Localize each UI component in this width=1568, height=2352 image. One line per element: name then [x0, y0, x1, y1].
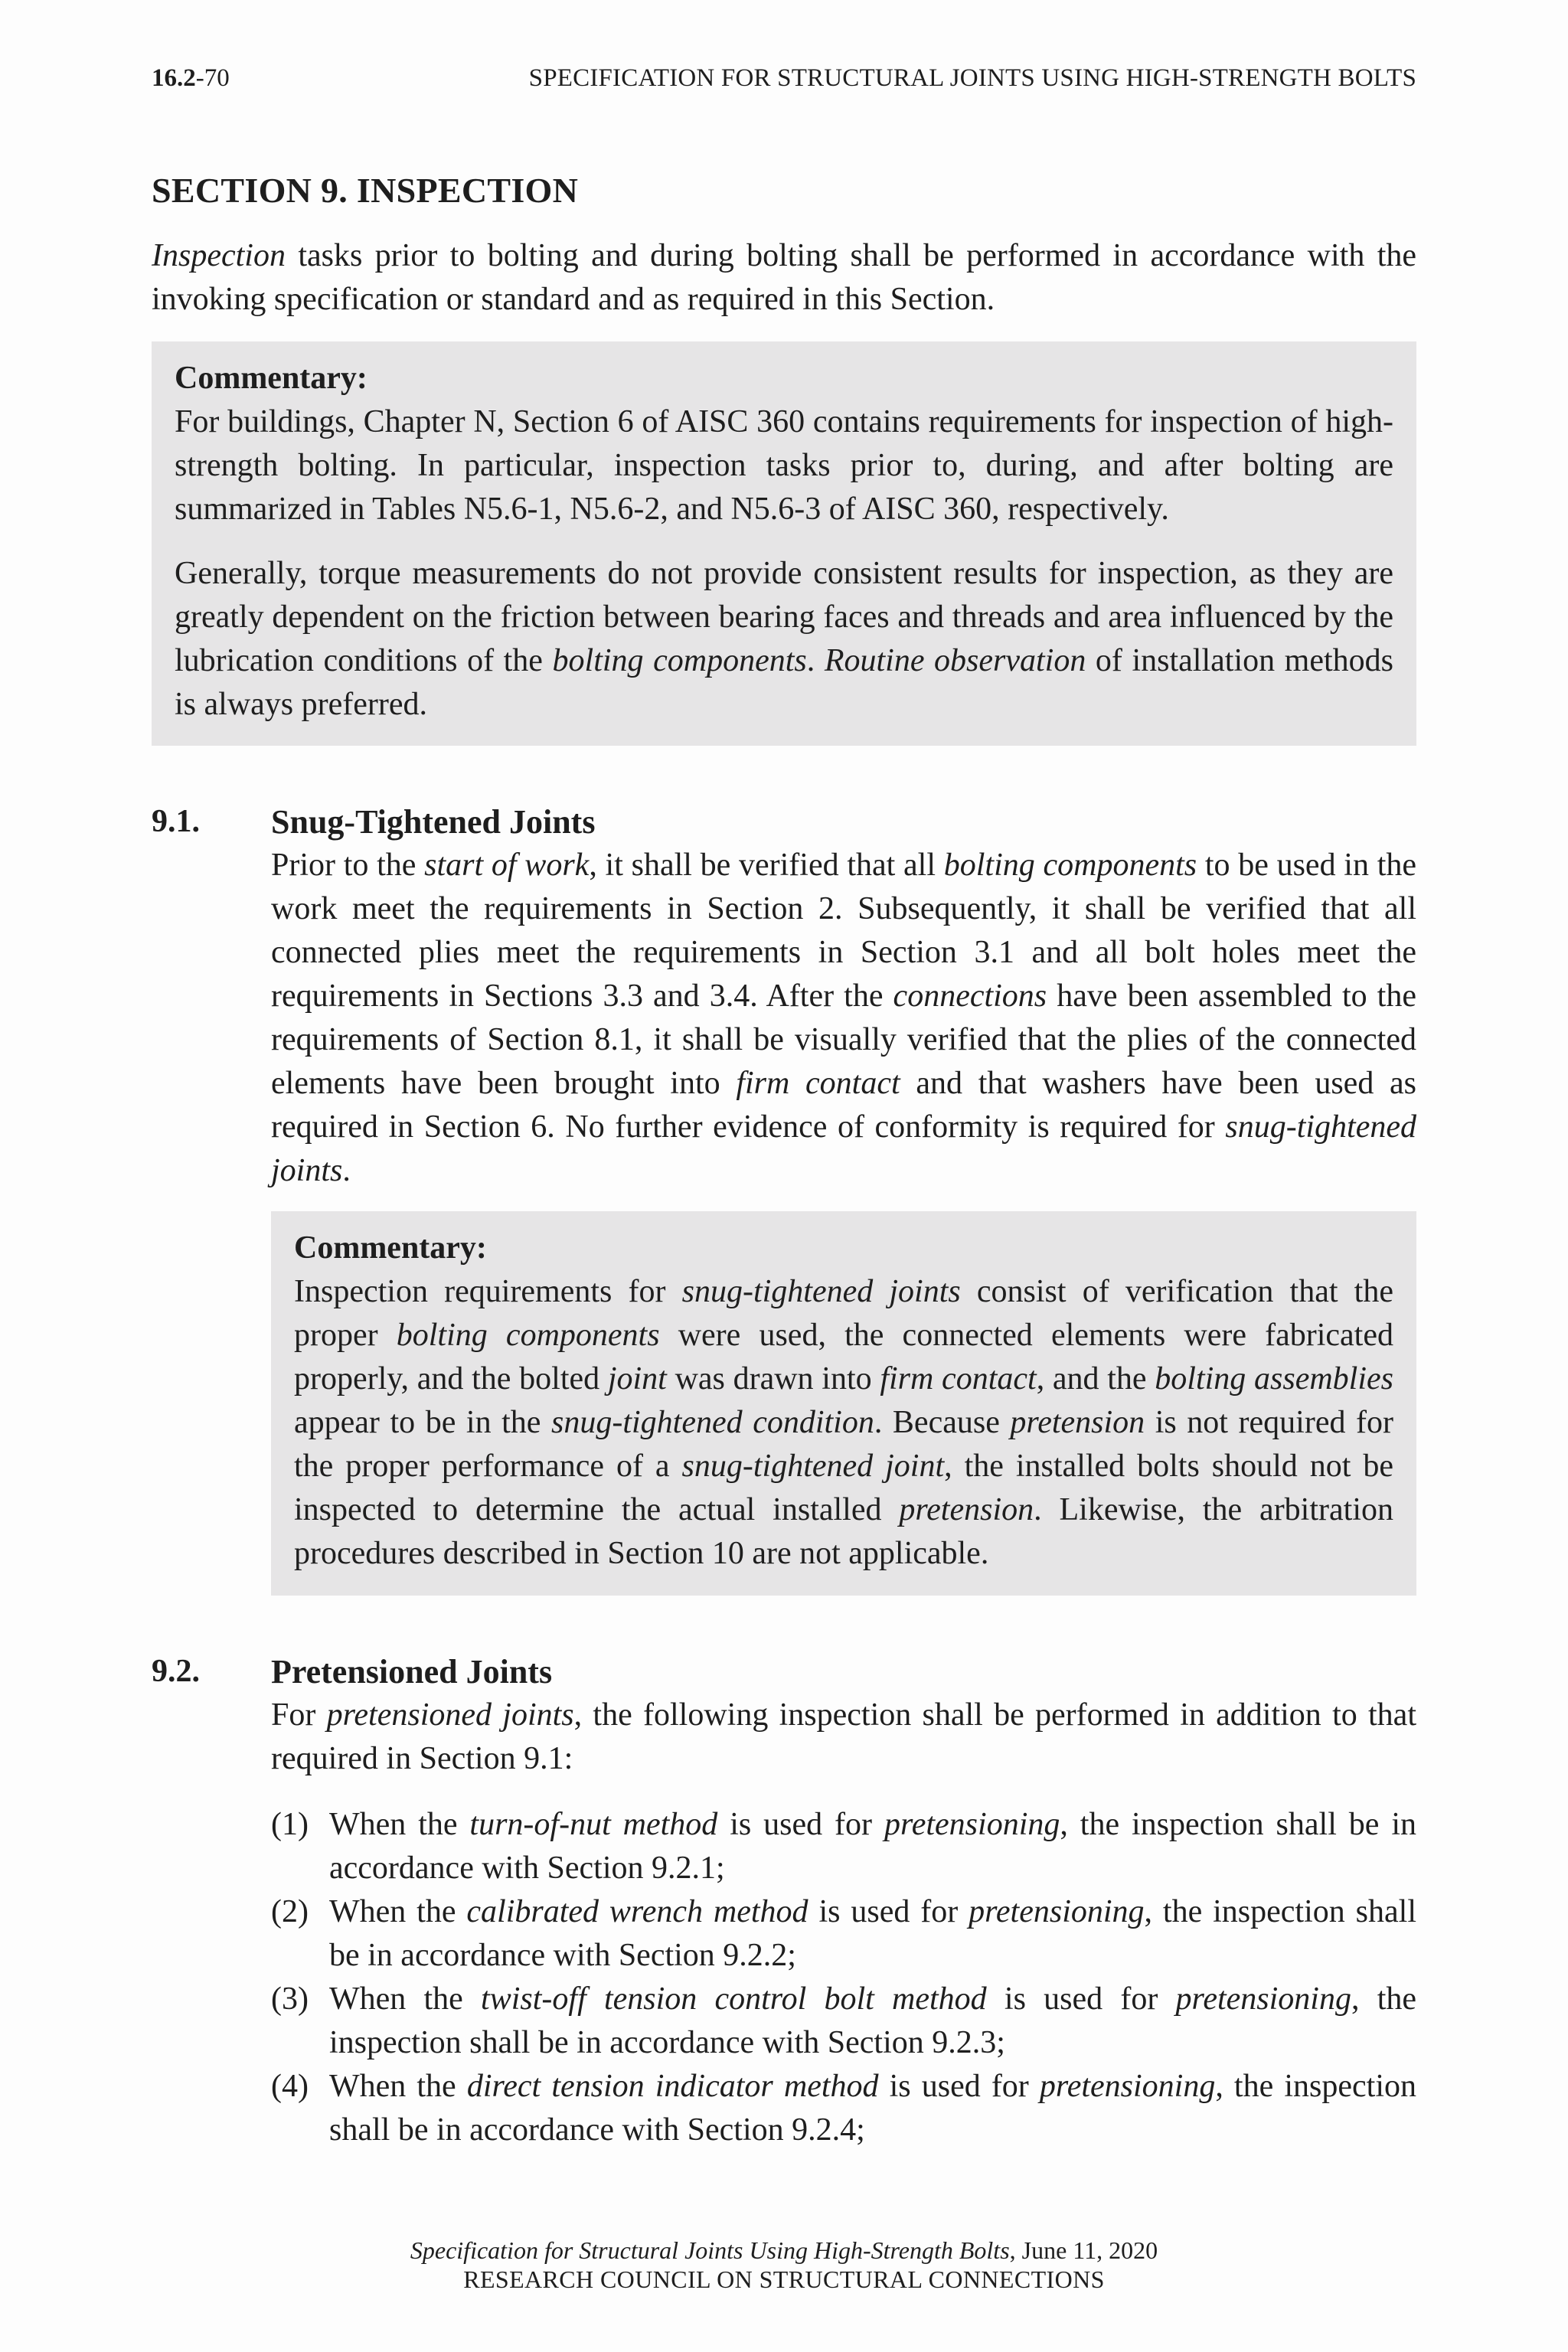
- commentary-title: Commentary:: [294, 1230, 487, 1266]
- list-item: (4) When the direct tension indicator method is used for pretensioning, the inspection shall be in accordance with Section 9.2.4;: [271, 2069, 1416, 2148]
- list-item: (3) When the twist-off tension control bolt method is used for pretensioning, the inspection shall be in accordance with Section 9.2.3;: [271, 1981, 1416, 2060]
- inspection-method-list: [271, 1803, 1416, 2152]
- commentary-title: Commentary:: [175, 361, 368, 396]
- commentary-paragraph: Generally, torque measurements do not provide consistent results for inspection, as they are greatly dependent on the friction between bearing faces and threads and area influenced by the lubrication conditions of the bolting components. Routine observation of installation methods is always preferred.: [175, 556, 1394, 722]
- commentary-box-2: [271, 1211, 1416, 1596]
- list-item: (1) When the turn-of-nut method is used for pretensioning, the inspection shall be in accordance with Section 9.2.1;: [271, 1807, 1416, 1886]
- footer-citation: Specification for Structural Joints Using High-Strength Bolts, June 11, 2020: [410, 2236, 1158, 2264]
- subsection-body: Prior to the start of work, it shall be verified that all bolting components to be used in the work meet the requirements in Section 2. Subsequently, it shall be verified that all connected plies meet the requirements in Section 3.1 and all bolt holes meet the requirements in Sections 3.3 and 3.4. After the connections have been assembled to the requirements of Section 8.1, it shall be visually verified that the plies of the connected elements have been brought into firm contact and that washers have been used as required in Section 6. No further evidence of conformity is required for snug-tightened joints.: [271, 848, 1417, 1188]
- subsection-number: 9.2.: [152, 1654, 200, 1689]
- commentary-paragraph: Inspection requirements for snug-tightened joints consist of verification that the proper bolting components were used, the connected elements were fabricated properly, and the bolted joint was drawn into firm contact, and the bolting assemblies appear to be in the snug-tightened condition. Because pretension is not required for the proper performance of a snug-tightened joint, the installed bolts should not be inspected to determine the actual installed pretension. Likewise, the arbitration procedures described in Section 10 are not applicable.: [294, 1274, 1394, 1571]
- subsection-title: Pretensioned Joints: [271, 1653, 553, 1690]
- commentary-paragraph: For buildings, Chapter N, Section 6 of AISC 360 contains requirements for inspection of high-strength bolting. In particular, inspection tasks prior to, during, and after bolting are summarized in Tables N5.6-1, N5.6-2, and N5.6-3 of AISC 360, respectively.: [175, 404, 1393, 527]
- footer-publisher: RESEARCH COUNCIL ON STRUCTURAL CONNECTIONS: [463, 2265, 1105, 2293]
- list-item: (2) When the calibrated wrench method is used for pretensioning, the inspection shall be in accordance with Section 9.2.2;: [271, 1894, 1416, 1973]
- section-intro: Inspection tasks prior to bolting and during bolting shall be performed in accordance with the invoking specification or standard and as required in this Section.: [152, 238, 1416, 317]
- subsection-body: For pretensioned joints, the following inspection shall be performed in addition to that required in Section 9.1:: [271, 1697, 1416, 1776]
- commentary-box-1: [152, 341, 1416, 746]
- subsection-number: 9.1.: [152, 804, 200, 839]
- section-heading: SECTION 9. INSPECTION: [152, 171, 579, 210]
- page-footer: [0, 2236, 1568, 2294]
- running-title: SPECIFICATION FOR STRUCTURAL JOINTS USING HIGH-STRENGTH BOLTS: [528, 64, 1416, 92]
- subsection-title: Snug-Tightened Joints: [271, 803, 596, 841]
- page-number: 16.2-70: [152, 64, 230, 92]
